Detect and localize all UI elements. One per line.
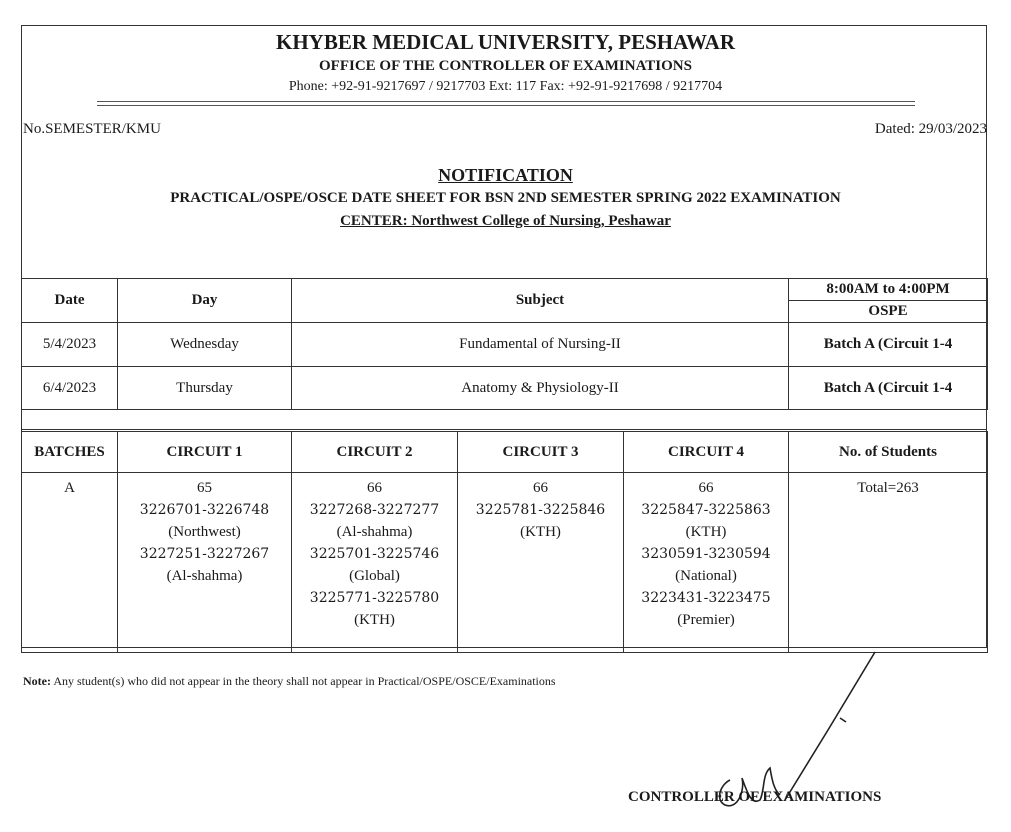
table-row bbox=[22, 473, 988, 653]
college-name: (National) bbox=[675, 568, 737, 584]
header-rule bbox=[97, 105, 915, 106]
roll-range: 3226701-3226748 bbox=[139, 502, 270, 518]
roll-range: 3225701-3225746 bbox=[309, 546, 440, 562]
circuit-3-header: CIRCUIT 3 bbox=[458, 432, 624, 473]
note-text: Any student(s) who did not appear in the theory shall not appear in Practical/OSPE/OSCE/Examinations bbox=[50, 674, 556, 688]
roll-range: 3230591-3230594 bbox=[641, 546, 771, 562]
subject-header: Subject bbox=[292, 279, 789, 323]
contact-line: Phone: +92-91-9217697 / 9217703 Ext: 117 Fax: +92-91-9217698 / 9217704 bbox=[288, 79, 723, 94]
roll-range: 3225781-3225846 bbox=[475, 502, 606, 518]
circuit-count: 66 bbox=[533, 480, 548, 496]
day-header: Day bbox=[118, 279, 292, 323]
row-date: 6/4/2023 bbox=[22, 367, 118, 410]
college-name: (Al-shahma) bbox=[336, 524, 413, 540]
university-name: KHYBER MEDICAL UNIVERSITY, PESHAWAR bbox=[276, 30, 735, 54]
date-header: Date bbox=[22, 279, 118, 323]
college-name: (KTH) bbox=[520, 524, 561, 540]
row-subject: Anatomy & Physiology-II bbox=[292, 367, 789, 410]
students-header: No. of Students bbox=[789, 432, 988, 473]
roll-range: 3227268-3227277 bbox=[309, 502, 440, 518]
note-label: Note: bbox=[23, 674, 51, 688]
roll-range: 3225771-3225780 bbox=[309, 590, 440, 606]
time-header: 8:00AM to 4:00PM bbox=[789, 279, 988, 301]
circuit-1-header: CIRCUIT 1 bbox=[118, 432, 292, 473]
row-day: Thursday bbox=[118, 367, 292, 410]
notification-subject: PRACTICAL/OSPE/OSCE DATE SHEET FOR BSN 2ND SEMESTER SPRING 2022 EXAMINATION bbox=[170, 190, 841, 206]
reference-number: No.SEMESTER/KMU bbox=[23, 121, 161, 137]
college-name: (Premier) bbox=[677, 612, 735, 628]
circuit-count: 66 bbox=[698, 480, 714, 496]
header-rule bbox=[97, 101, 915, 102]
students-total-cell bbox=[789, 473, 988, 653]
circuit-count: 66 bbox=[367, 480, 382, 496]
circuit-4-header: CIRCUIT 4 bbox=[624, 432, 789, 473]
row-subject: Fundamental of Nursing-II bbox=[292, 323, 789, 367]
students-total: Total=263 bbox=[857, 480, 919, 496]
office-name: OFFICE OF THE CONTROLLER OF EXAMINATIONS bbox=[319, 58, 692, 74]
table-spacer bbox=[21, 410, 987, 430]
circuit-2-header: CIRCUIT 2 bbox=[292, 432, 458, 473]
date-issued: Dated: 29/03/2023 bbox=[874, 121, 987, 137]
roll-range: 3223431-3223475 bbox=[641, 590, 771, 606]
circuits-table bbox=[21, 431, 988, 653]
circuit-4-cell bbox=[624, 473, 789, 653]
batch-cell bbox=[22, 473, 118, 653]
table-row bbox=[22, 367, 988, 410]
circuit-3-cell bbox=[458, 473, 624, 653]
signatory-title: CONTROLLER OF EXAMINATIONS bbox=[628, 789, 882, 805]
roll-range: 3225847-3225863 bbox=[641, 502, 771, 518]
circuit-count: 65 bbox=[197, 480, 212, 496]
row-batch: Batch A (Circuit 1-4 bbox=[789, 367, 988, 410]
roll-range: 3227251-3227267 bbox=[139, 546, 270, 562]
college-name: (Al-shahma) bbox=[166, 568, 243, 584]
footnote bbox=[23, 674, 556, 689]
row-date: 5/4/2023 bbox=[22, 323, 118, 367]
college-name: (KTH) bbox=[354, 612, 395, 628]
circuit-2-cell bbox=[292, 473, 458, 653]
row-day: Wednesday bbox=[118, 323, 292, 367]
college-name: (Northwest) bbox=[168, 524, 241, 540]
circuit-1-cell bbox=[118, 473, 292, 653]
table-row bbox=[22, 323, 988, 367]
row-batch: Batch A (Circuit 1-4 bbox=[789, 323, 988, 367]
exam-type-header: OSPE bbox=[789, 301, 988, 323]
date-sheet-table bbox=[21, 278, 988, 410]
college-name: (Global) bbox=[349, 568, 400, 584]
notification-title: NOTIFICATION bbox=[438, 165, 573, 185]
batches-header: BATCHES bbox=[22, 432, 118, 473]
exam-center: CENTER: Northwest College of Nursing, Peshawar bbox=[340, 213, 671, 229]
batch-label: A bbox=[64, 480, 75, 496]
college-name: (KTH) bbox=[685, 524, 727, 540]
